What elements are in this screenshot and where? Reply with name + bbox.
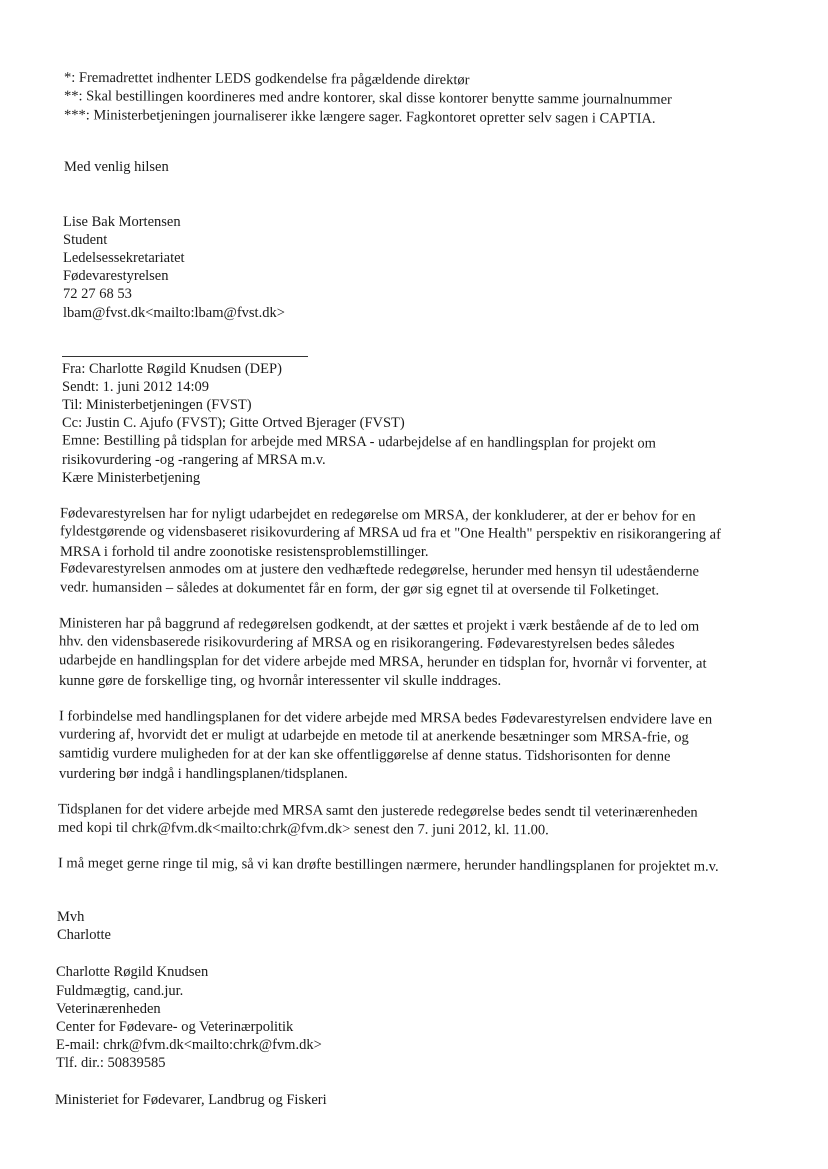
signature-name: Charlotte Røgild Knudsen [56, 964, 209, 980]
signature-center: Center for Fødevare- og Veterinærpolitik [56, 1019, 294, 1035]
signature-title: Fuldmægtig, cand.jur. [56, 983, 184, 999]
header-to: Til: Ministerbetjeningen (FVST) [62, 397, 252, 413]
closing-mvh: Mvh [57, 909, 85, 925]
signature-email: lbam@fvst.dk<mailto:lbam@fvst.dk> [63, 305, 285, 321]
separator-line [62, 356, 308, 357]
closing-name: Charlotte [57, 927, 111, 943]
paragraph-line: I forbindelse med handlingsplanen for det videre arbejde med MRSA bedes Fødevarestyrelsen endvidere lave en [58, 708, 713, 728]
paragraph-line: vedr. humansiden – således at dokumentet får en form, der gør sig egnet til at oversende til Folketinget. [59, 579, 660, 599]
paragraph-line: udarbejde en handlingsplan for det videre arbejde med MRSA, herunder en tidsplan for, hvornår vi forventer, at [58, 652, 707, 672]
ministry-name: Ministeriet for Fødevarer, Landbrug og Fiskeri [55, 1092, 327, 1108]
paragraph-line: Fødevarestyrelsen har for nyligt udarbejdet en redegørelse om MRSA, der konkluderer, at der er behov for en [59, 505, 696, 525]
header-sent: Sendt: 1. juni 2012 14:09 [62, 379, 210, 395]
signature-phone: Tlf. dir.: 50839585 [56, 1055, 166, 1071]
header-from: Fra: Charlotte Røgild Knudsen (DEP) [62, 361, 282, 377]
paragraph-line: MRSA i forhold til andre zoonotiske resistensproblemstillinger. [60, 544, 429, 560]
footnote-1: *: Fremadrettet indhenter LEDS godkendelse fra pågældende direktør [63, 69, 470, 89]
header-subject-line2: risikovurdering -og -rangering af MRSA m.v. [62, 452, 326, 468]
signature-title: Student [63, 232, 108, 248]
paragraph-line: vurdering af, hvorvidt det er muligt at udarbejde en metode til at anerkende besætninger som MRSA-frie, og [58, 726, 689, 746]
paragraph-line: hhv. den vidensbaserede risikovurdering af MRSA og en risikorangering. Fødevarestyrelsen bedes således [58, 633, 675, 653]
footnote-2: **: Skal bestillingen koordineres med andre kontorer, skal disse kontorer benytte samme journalnummer [63, 88, 672, 108]
closing-greeting: Med venlig hilsen [64, 159, 169, 175]
header-cc: Cc: Justin C. Ajufo (FVST); Gitte Ortved Bjerager (FVST) [62, 415, 405, 431]
salutation: Kære Ministerbetjening [62, 470, 201, 486]
signature-phone: 72 27 68 53 [63, 286, 132, 302]
signature-email: E-mail: chrk@fvm.dk<mailto:chrk@fvm.dk> [56, 1037, 322, 1053]
header-subject-line1: Emne: Bestilling på tidsplan for arbejde med MRSA - udarbejdelse af en handlingsplan for projekt om [61, 432, 657, 452]
signature-department: Ledelsessekretariatet [63, 250, 185, 266]
paragraph-5: I må meget gerne ringe til mig, så vi kan drøfte bestillingen nærmere, herunder handlingsplanen for projektet m.v. [57, 855, 719, 875]
paragraph-line: vurdering bør indgå i handlingsplanen/tidsplanen. [59, 766, 348, 782]
paragraph-line: Fødevarestyrelsen anmodes om at justere den vedhæftede redegørelse, herunder med hensyn til udeståenderne [59, 560, 700, 580]
signature-name: Lise Bak Mortensen [63, 214, 181, 230]
paragraph-line: med kopi til chrk@fvm.dk<mailto:chrk@fvm.dk> senest den 7. juni 2012, kl. 11.00. [57, 819, 549, 839]
paragraph-line: samtidig vurdere muligheden for at der kan ske offentliggørelse af denne status. Tidshorisonten for denne [58, 745, 671, 765]
signature-department: Veterinærenheden [56, 1001, 161, 1017]
footnote-3: ***: Ministerbetjeningen journaliserer ikke længere sager. Fagkontoret opretter selv sagen i CAPTIA. [63, 107, 656, 127]
paragraph-line: kunne gøre de forskellige ting, og hvornår interessenter vil skulle inddrages. [59, 673, 502, 689]
paragraph-line: fyldestgørende og vidensbaseret risikovurdering af MRSA ud fra et "One Health" perspektiv en risikorangering af [59, 523, 721, 543]
signature-organization: Fødevarestyrelsen [63, 268, 169, 284]
paragraph-line: Ministeren har på baggrund af redegørelsen godkendt, at der sættes et projekt i værk bestående af de to led om [58, 615, 700, 635]
paragraph-line: Tidsplanen for det videre arbejde med MRSA samt den justerede redegørelse bedes sendt til veterinærenheden [57, 801, 698, 821]
